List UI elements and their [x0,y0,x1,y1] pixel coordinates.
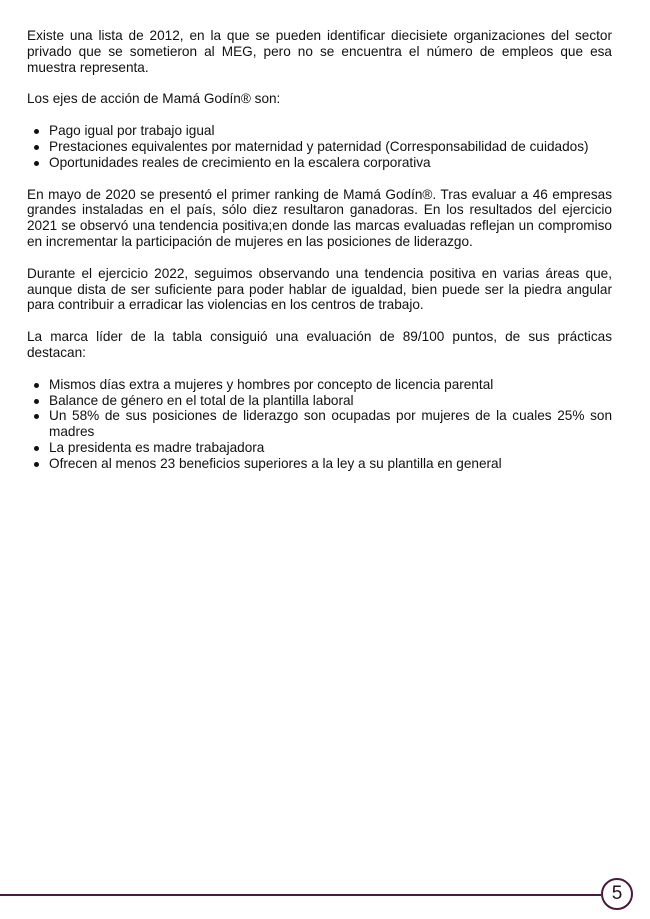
list-item: Balance de género en el total de la plantilla laboral [49,393,612,409]
list-item: Mismos días extra a mujeres y hombres por concepto de licencia parental [49,377,612,393]
footer-divider [0,894,601,896]
paragraph-meg: Existe una lista de 2012, en la que se pueden identificar diecisiete organizaciones del sector privado que se sometieron al MEG, pero no se encuentra el número de empleos que esa muestra representa. [27,28,612,75]
list-item: Un 58% de sus posiciones de liderazgo son ocupadas por mujeres de la cuales 25% son madres [49,408,612,440]
page-number-badge [601,878,633,910]
paragraph-ranking-2020: En mayo de 2020 se presentó el primer ranking de Mamá Godín®. Tras evaluar a 46 empresas grandes instaladas en el país, sólo diez resultaron ganadoras. En los resultados del ejercicio 2021 se observó una tendencia positiva;en donde las marcas evaluadas reflejan un compromiso en incrementar la participación de mujeres en las posiciones de liderazgo. [27,186,612,249]
list-item: La presidenta es madre trabajadora [49,440,612,456]
ejes-list [27,123,612,170]
paragraph-ejercicio-2022: Durante el ejercicio 2022, seguimos observando una tendencia positiva en varias áreas que, aunque dista de ser suficiente para poder hablar de igualdad, bien puede ser la piedra angular para contribuir a erradicar las violencias en los centros de trabajo. [27,265,612,313]
list-item: Ofrecen al menos 23 beneficios superiores a la ley a su plantilla en general [49,456,612,472]
page-number: 5 [611,883,623,904]
paragraph-ejes-intro: Los ejes de acción de Mamá Godín® son: [27,91,281,107]
list-item: Pago igual por trabajo igual [49,123,612,139]
practicas-list [27,377,612,472]
document-body [27,28,612,488]
list-item: Oportunidades reales de crecimiento en la escalera corporativa [49,155,612,171]
list-item: Prestaciones equivalentes por maternidad y paternidad (Corresponsabilidad de cuidados) [49,139,612,155]
paragraph-marca-lider: La marca líder de la tabla consiguió una evaluación de 89/100 puntos, de sus prácticas destacan: [27,329,612,360]
